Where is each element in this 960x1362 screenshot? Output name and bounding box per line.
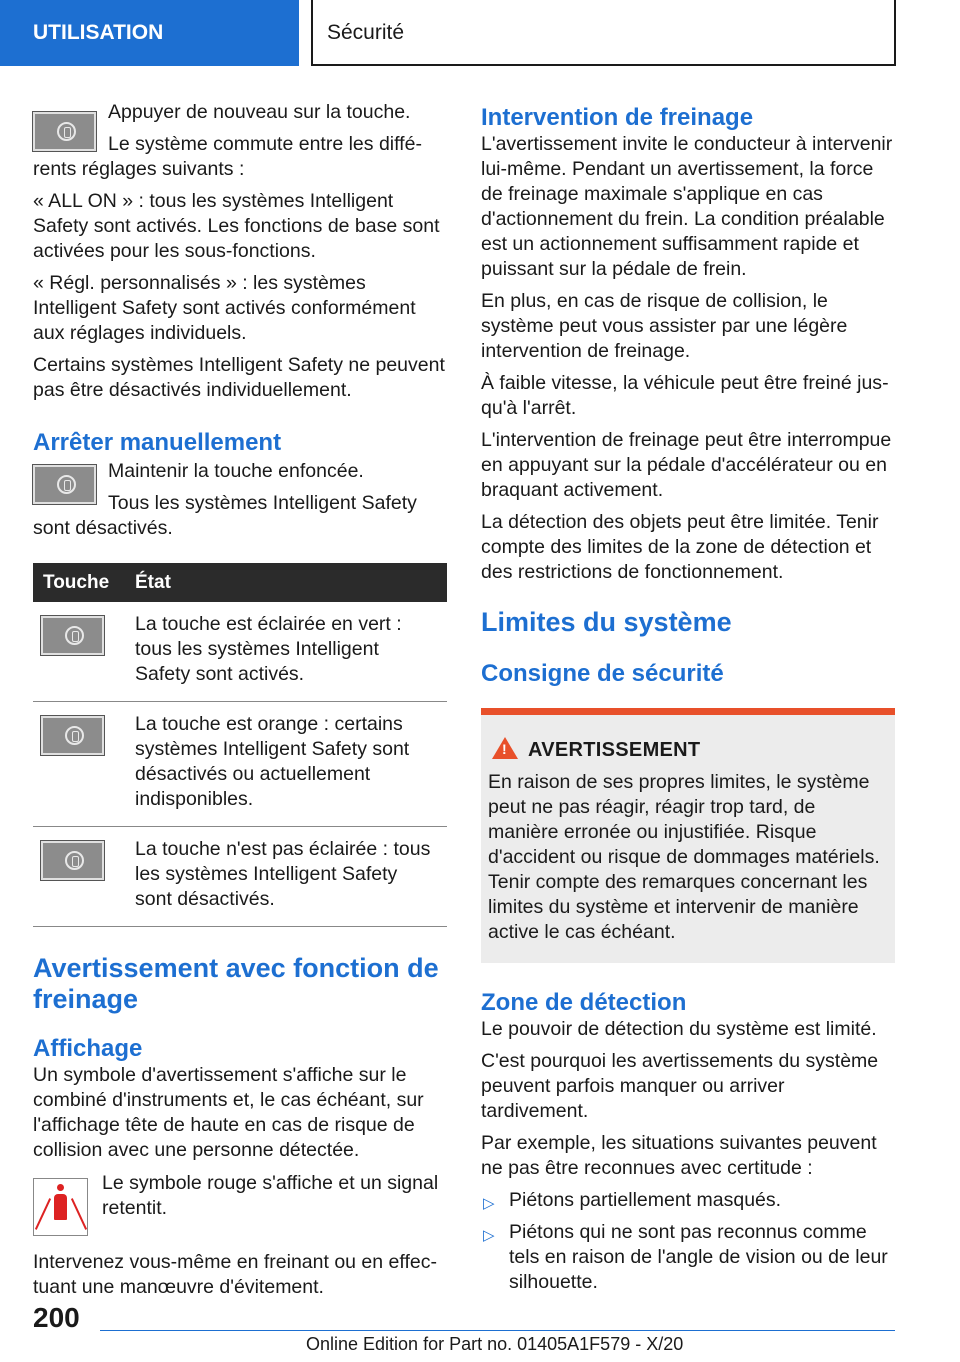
bullet-triangle-icon: ▷ [483,1195,495,1212]
table-row [33,602,447,702]
paragraph: Tous les systèmes Intelligent Safety sont désactivés. [33,492,417,539]
key-state-table [33,563,447,927]
safety-key-icon [41,616,104,655]
table-row [33,702,447,827]
table-row [33,827,447,927]
section-title: UTILISATION [0,0,299,66]
paragraph: C'est pourquoi les avertissements du système peuvent parfois manquer ou arriver tardivement. [481,1050,879,1122]
heading-system-limits: Limites du système [481,607,732,637]
paragraph: Intervenez vous-même en freinant ou en effectuant une manœuvre d'évitement. [33,1251,437,1298]
page-header [0,0,960,66]
heading-warning-braking: Avertissement avec fonction de freinage [33,953,439,1014]
right-column [481,100,895,1302]
paragraph: « ALL ON » : tous les systèmes Intelligent Safety sont activés. Les fonctions de base sont activées pour les sous-fonctions. [33,190,440,262]
heading-display: Affichage [33,1035,143,1062]
paragraph: Le pouvoir de détection du système est limité. [481,1018,877,1040]
table-cell: La touche n'est pas éclairée : tous les systèmes Intelligent Safety sont désactivés. [125,827,447,927]
warning-triangle-icon [492,737,518,759]
heading-brake-intervention: Intervention de freinage [481,104,754,131]
left-column [33,100,447,1307]
list-item: ▷ Piétons partiellement masqués. [481,1188,895,1213]
paragraph: Le système commute entre les différents réglages suivants : [33,133,422,180]
paragraph: « Régl. personnalisés » : les systèmes Intelligent Safety sont activés conformément aux réglages individuels. [33,272,416,344]
table-cell: La touche est orange : certains systèmes Intelligent Safety sont désactivés ou actuellement indisponibles. [125,702,447,827]
safety-key-icon [33,465,96,504]
footer-divider [100,1330,895,1331]
safety-key-icon [33,112,96,151]
paragraph: L'avertissement invite le conducteur à intervenir lui-même. Pendant un avertissement, la force de freinage maximale s'applique en cas d'actionnement du frein. La condition préalable est un actionnement suffisamment rapide et puissant sur la pédale de frein. [481,133,893,280]
page-number: 200 [33,1302,80,1333]
paragraph: Par exemple, les situations suivantes peuvent ne pas être reconnues avec certitude : [481,1132,877,1179]
paragraph: En plus, en cas de risque de collision, le système peut vous assister par une légère intervention de freinage. [481,290,848,362]
warning-title: ! AVERTISSEMENT [528,739,887,762]
paragraph: Maintenir la touche enfoncée. [108,460,364,482]
paragraph: À faible vitesse, la véhicule peut être freiné jusqu'à l'arrêt. [481,372,889,419]
paragraph: Certains systèmes Intelligent Safety ne peuvent pas être désactivés individuellement. [33,354,445,401]
bullet-triangle-icon: ▷ [483,1227,495,1244]
heading-stop-manually: Arrêter manuellement [33,429,282,456]
table-header-state: État [125,563,447,602]
safety-key-icon [41,841,104,880]
table-header-key: Touche [33,563,125,602]
paragraph: La détection des objets peut être limitée. Tenir compte des limites de la zone de détection et des restrictions de fonctionnement. [481,511,879,583]
heading-detection-zone: Zone de détection [481,989,687,1016]
safety-key-icon [41,716,104,755]
footer-edition: Online Edition for Part no. 01405A1F579 - X/20 [306,1334,684,1354]
paragraph: Un symbole d'avertissement s'affiche sur le combiné d'instruments et, le cas échéant, sur l'affichage tête de haute en cas de risque de collision avec une personne détectée. [33,1064,424,1161]
subsection-title: Sécurité [311,0,896,66]
pedestrian-warning-icon [33,1178,88,1236]
heading-safety-note: Consigne de sécurité [481,660,724,687]
warning-box [481,708,895,963]
table-cell: La touche est éclairée en vert : tous les systèmes Intelligent Safety sont activés. [125,602,447,702]
paragraph: Le symbole rouge s'affiche et un signal retentit. [102,1172,439,1219]
warning-text: En raison de ses propres limites, le système peut ne pas réagir, réagir trop tard, de manière erronée ou injustifiée. Risque d'accident ou risque de dommages matériels. Tenir compte des remarques concernant les limites du système et intervenir de manière active le cas échéant. [488,771,880,943]
paragraph: L'intervention de freinage peut être interrompue en appuyant sur la pédale d'accélérateur ou en braquant activement. [481,429,892,501]
paragraph: Appuyer de nouveau sur la touche. [108,101,411,123]
list-item: ▷ Piétons qui ne sont pas reconnus comme tels en raison de l'angle de vision ou de leur silhouette. [483,1221,888,1293]
